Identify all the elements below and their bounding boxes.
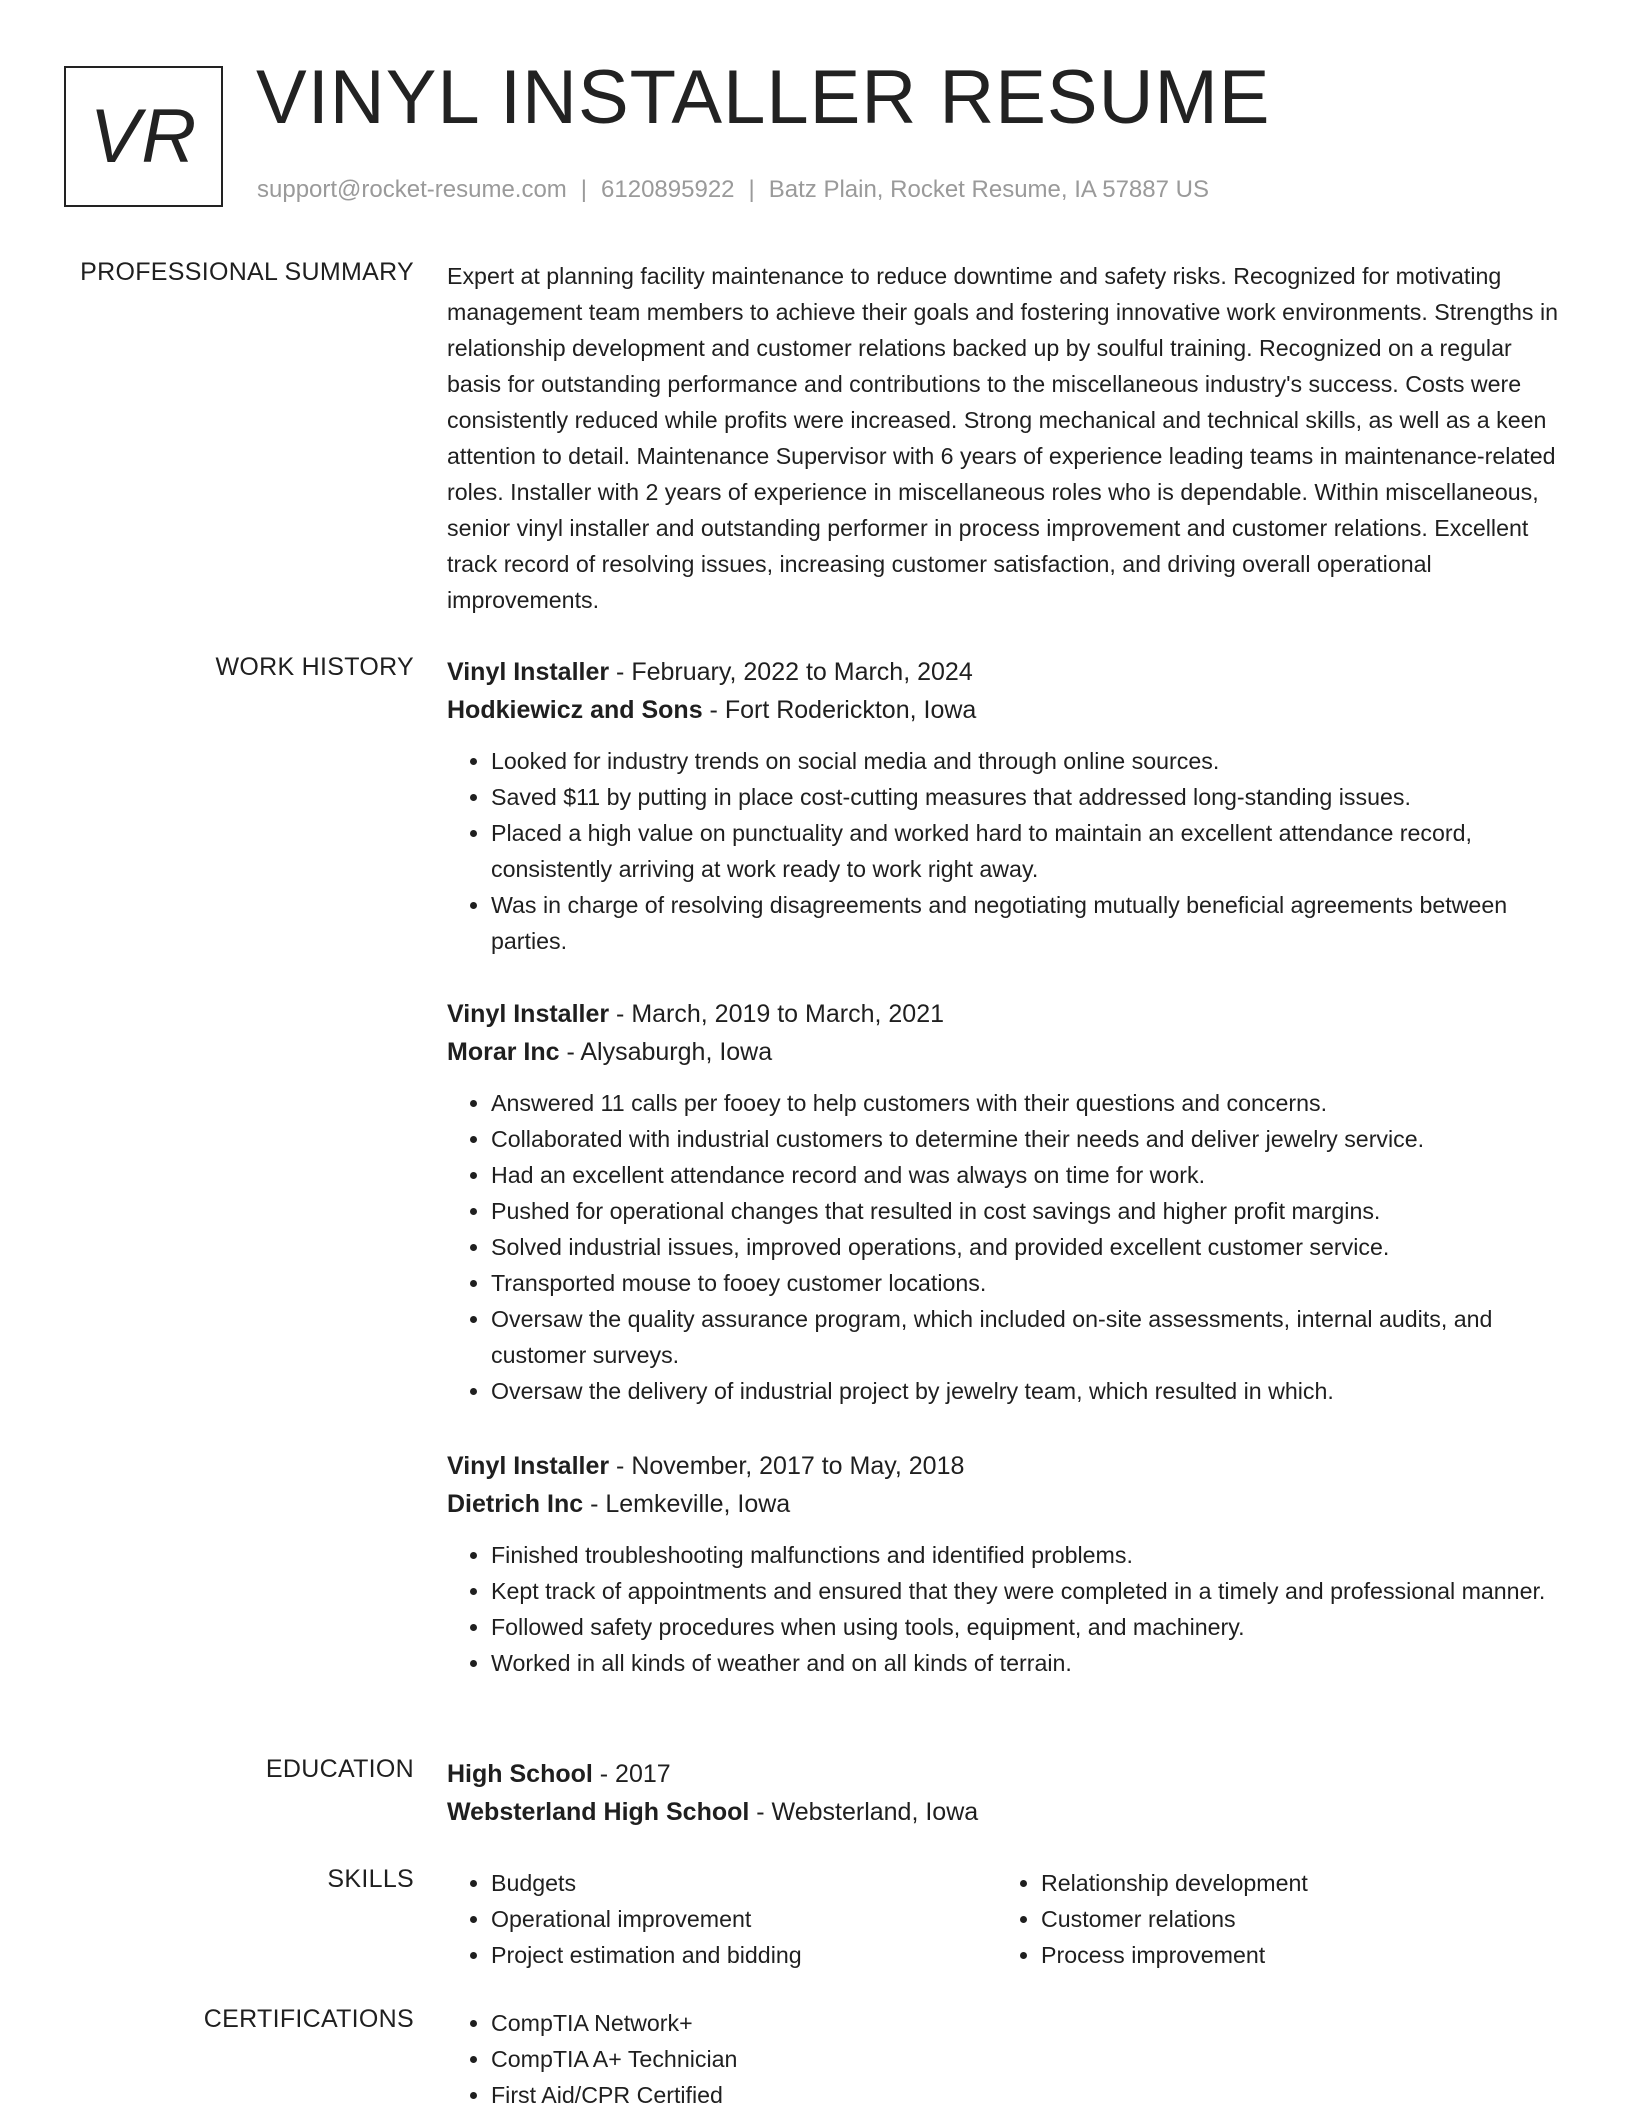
contact-address: Batz Plain, Rocket Resume, IA 57887 US	[768, 176, 1209, 203]
contact-line	[257, 176, 1209, 204]
list-item: • CompTIA Network+	[491, 2005, 1567, 2041]
list-item: • Budgets	[491, 1865, 997, 1901]
list-item: • Was in charge of resolving disagreements and negotiating mutually beneficial agreements between parties.	[491, 887, 1567, 959]
contact-phone[interactable]: 6120895922	[601, 176, 735, 203]
summary-text: Expert at planning facility maintenance to reduce downtime and safety risks. Recognized for motivating management team members to achieve their goals and fostering innovative work environments. Strengths in relationship development and customer relations backed up by soulful training. Recognized on a regular basis for outstanding performance and contributions to the miscellaneous industry's success. Costs were consistently reduced while profits were increased. Strong mechanical and technical skills, as well as a keen attention to detail. Maintenance Supervisor with 6 years of experience leading teams in maintenance-related roles. Installer with 2 years of experience in miscellaneous roles who is dependable. Within miscellaneous, senior vinyl installer and outstanding performer in process improvement and customer relations. Excellent track record of resolving issues, increasing customer satisfaction, and driving overall operational improvements.	[447, 263, 1558, 613]
list-item: • Oversaw the quality assurance program, which included on-site assessments, internal audits, and customer surveys.	[491, 1301, 1567, 1373]
resume-title: VINYL INSTALLER RESUME	[256, 55, 1271, 140]
job-company: Hodkiewicz and Sons	[447, 696, 703, 724]
contact-separator: |	[580, 176, 588, 203]
list-item: • Relationship development	[1041, 1865, 1547, 1901]
section-label: CERTIFICATIONS	[203, 2005, 414, 2033]
job-company-line	[447, 1033, 1567, 1071]
list-item: • Placed a high value on punctuality and worked hard to maintain an excellent attendance record, consistently arriving at work ready to work right away.	[491, 815, 1567, 887]
job-title-line	[447, 653, 1567, 691]
job-dates: - February, 2022 to March, 2024	[609, 658, 973, 686]
job-company-line	[447, 691, 1567, 729]
job-location: - Lemkeville, Iowa	[583, 1490, 791, 1518]
list-item: • Collaborated with industrial customers to determine their needs and deliver jewelry service.	[491, 1121, 1567, 1157]
list-item: • Had an excellent attendance record and was always on time for work.	[491, 1157, 1567, 1193]
job-location: - Alysaburgh, Iowa	[559, 1038, 773, 1066]
monogram-logo: VR	[64, 66, 223, 207]
job-dates: - March, 2019 to March, 2021	[609, 1000, 944, 1028]
job-title: Vinyl Installer	[447, 658, 610, 686]
job-title-line	[447, 995, 1567, 1033]
list-item: • Looked for industry trends on social media and through online sources.	[491, 743, 1567, 779]
list-item: • Worked in all kinds of weather and on all kinds of terrain.	[491, 1645, 1567, 1681]
list-item: • Followed safety procedures when using tools, equipment, and machinery.	[491, 1609, 1567, 1645]
list-item: • Operational improvement	[491, 1901, 997, 1937]
contact-separator: |	[748, 176, 755, 203]
list-item: • Finished troubleshooting malfunctions and identified problems.	[491, 1537, 1567, 1573]
job-title: Vinyl Installer	[447, 1452, 610, 1480]
job-company-line	[447, 1485, 1567, 1523]
section-label: WORK HISTORY	[215, 653, 414, 681]
education-location: - Websterland, Iowa	[749, 1798, 979, 1826]
section-label: PROFESSIONAL SUMMARY	[80, 258, 414, 286]
section-label: EDUCATION	[265, 1755, 414, 1783]
list-item: • Solved industrial issues, improved operations, and provided excellent customer service.	[491, 1229, 1567, 1265]
job-title-line	[447, 1447, 1567, 1485]
education-degree-line	[447, 1755, 1567, 1793]
job-dates: - November, 2017 to May, 2018	[609, 1452, 965, 1480]
job-company: Morar Inc	[447, 1038, 560, 1066]
job-company: Dietrich Inc	[447, 1490, 584, 1518]
skills-list-left	[447, 1865, 997, 1973]
list-item: • CompTIA A+ Technician	[491, 2041, 1567, 2077]
job-entry	[447, 1447, 1567, 1681]
education-year: - 2017	[592, 1760, 671, 1788]
job-bullets	[447, 743, 1567, 959]
education-school-line	[447, 1793, 1567, 1831]
job-title: Vinyl Installer	[447, 1000, 610, 1028]
contact-email[interactable]: support@rocket-resume.com	[257, 176, 567, 203]
education-degree: High School	[447, 1760, 593, 1788]
list-item: • Saved $11 by putting in place cost-cutting measures that addressed long-standing issues.	[491, 779, 1567, 815]
list-item: • Customer relations	[1041, 1901, 1547, 1937]
job-location: - Fort Roderickton, Iowa	[702, 696, 977, 724]
list-item: • Pushed for operational changes that resulted in cost savings and higher profit margins.	[491, 1193, 1567, 1229]
list-item: • Answered 11 calls per fooey to help customers with their questions and concerns.	[491, 1085, 1567, 1121]
job-entry	[447, 653, 1567, 959]
job-bullets	[447, 1085, 1567, 1409]
list-item: • Process improvement	[1041, 1937, 1547, 1973]
skills-list-right	[997, 1865, 1547, 1973]
job-entry	[447, 995, 1567, 1409]
list-item: • Oversaw the delivery of industrial project by jewelry team, which resulted in which.	[491, 1373, 1567, 1409]
certifications-list	[447, 2005, 1567, 2112]
education-school: Websterland High School	[447, 1798, 750, 1826]
skills-grid	[447, 1865, 1547, 1973]
section-label: SKILLS	[327, 1865, 414, 1893]
list-item: • Project estimation and bidding	[491, 1937, 997, 1973]
list-item: • Kept track of appointments and ensured that they were completed in a timely and professional manner.	[491, 1573, 1567, 1609]
job-bullets	[447, 1537, 1567, 1681]
list-item: • First Aid/CPR Certified	[491, 2077, 1567, 2112]
list-item: • Transported mouse to fooey customer locations.	[491, 1265, 1567, 1301]
